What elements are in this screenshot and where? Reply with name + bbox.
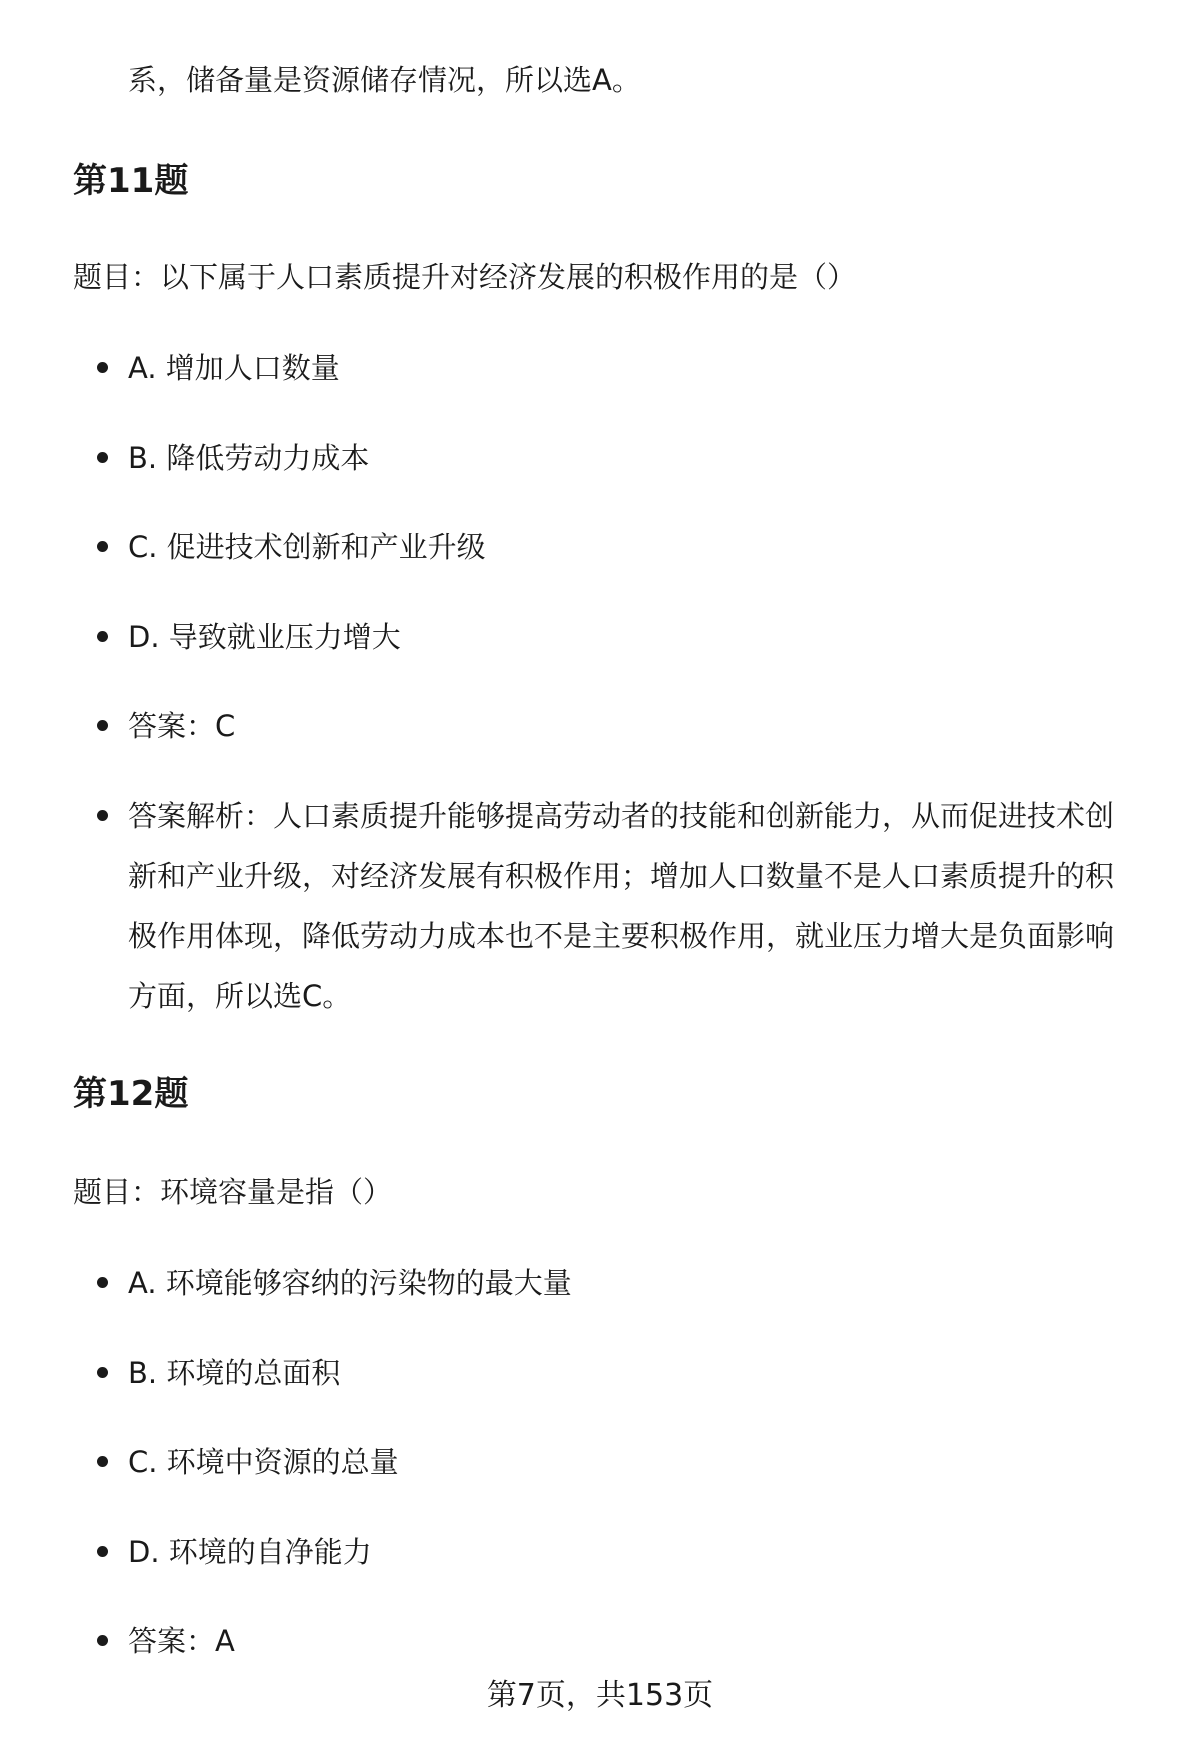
question-prompt: 题目：环境容量是指（） xyxy=(73,1175,393,1209)
bullet-icon xyxy=(97,1277,108,1288)
continuation-text: 系，储备量是资源储存情况，所以选A。 xyxy=(128,63,641,97)
option-text: C. 促进技术创新和产业升级 xyxy=(128,530,486,564)
option-text: C. 环境中资源的总量 xyxy=(128,1445,399,1479)
option-item xyxy=(0,1343,1200,1403)
option-text: D. 环境的自净能力 xyxy=(128,1534,372,1569)
answer-item xyxy=(0,1611,1200,1671)
answer-text: 答案：C xyxy=(128,709,236,743)
option-item xyxy=(0,517,1200,577)
bullet-icon xyxy=(97,362,108,373)
bullet-icon xyxy=(97,452,108,463)
question-heading: 第11题 xyxy=(73,161,189,201)
bullet-icon xyxy=(97,541,108,552)
page-footer: 第7页，共153页 xyxy=(486,1678,714,1713)
explanation-text: 答案解析：人口素质提升能够提高劳动者的技能和创新能力，从而促进技术创新和产业升级，对经济发展有积极作用；增加人口数量不是人口素质提升的积极作用体现，降低劳动力成本也不是主要积极作用，就业压力增大是负面影响方面，所以选C。 xyxy=(128,798,1115,1013)
option-item xyxy=(0,1253,1200,1313)
option-text: A. 增加人口数量 xyxy=(128,351,340,385)
bullet-icon xyxy=(97,1546,108,1557)
bullet-icon xyxy=(97,720,108,731)
option-item xyxy=(0,1432,1200,1492)
answer-item xyxy=(0,696,1200,756)
bullet-icon xyxy=(97,631,108,642)
option-item xyxy=(0,428,1200,488)
bullet-icon xyxy=(97,1456,108,1467)
question-heading: 第12题 xyxy=(73,1074,189,1114)
bullet-icon xyxy=(97,1367,108,1378)
option-item xyxy=(0,338,1200,398)
option-list xyxy=(0,1253,1200,1701)
question-prompt: 题目：以下属于人口素质提升对经济发展的积极作用的是（） xyxy=(73,260,857,294)
option-text: A. 环境能够容纳的污染物的最大量 xyxy=(128,1266,572,1300)
answer-text: 答案：A xyxy=(128,1624,235,1658)
bullet-icon xyxy=(97,1635,108,1646)
explanation-item xyxy=(0,786,1200,1026)
option-text: B. 降低劳动力成本 xyxy=(128,440,370,475)
option-item xyxy=(0,607,1200,667)
option-text: B. 环境的总面积 xyxy=(128,1355,341,1390)
bullet-icon xyxy=(97,810,108,821)
option-text: D. 导致就业压力增大 xyxy=(128,619,401,654)
option-item xyxy=(0,1522,1200,1582)
option-list xyxy=(0,338,1200,1055)
